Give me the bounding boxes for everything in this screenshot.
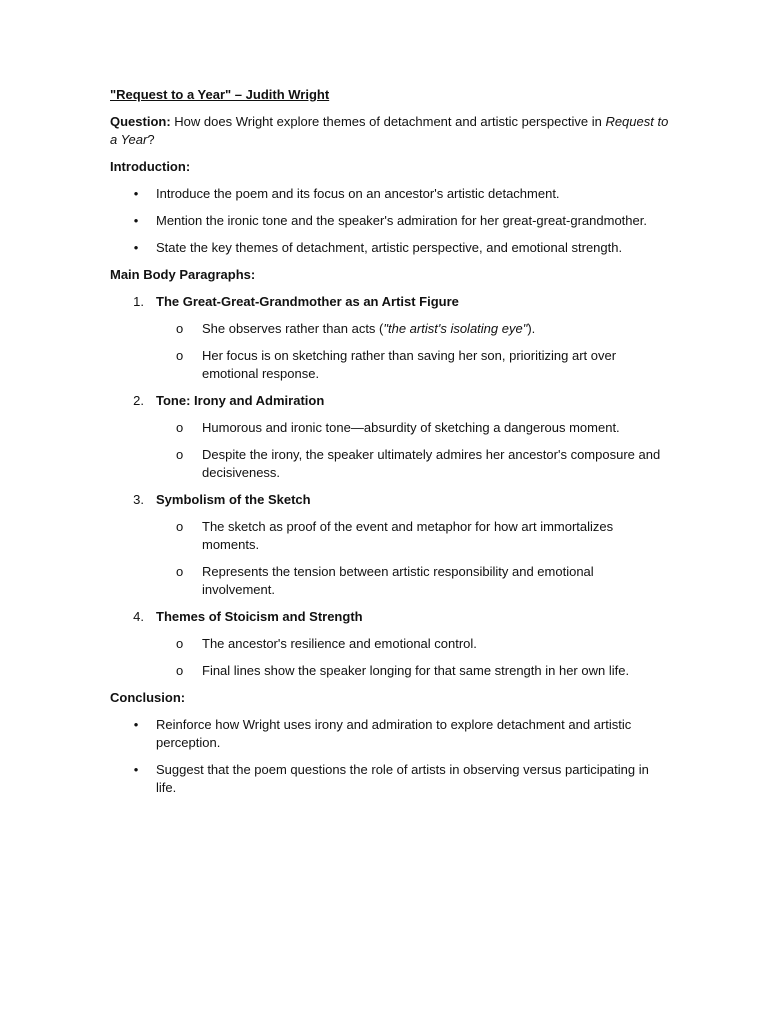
section-title: Tone: Irony and Admiration xyxy=(156,393,325,408)
list-item-text: Mention the ironic tone and the speaker's admiration for her great-great-grandmother. xyxy=(156,213,647,228)
point-text: The sketch as proof of the event and metaphor for how art immortalizes moments. xyxy=(202,519,614,552)
point-quote: "the artist's isolating eye" xyxy=(383,321,528,336)
sub-list-item xyxy=(156,419,670,437)
main-body-list xyxy=(110,293,670,680)
sub-list-item xyxy=(156,518,670,554)
document-body xyxy=(110,86,670,806)
introduction-list xyxy=(110,185,670,257)
point-text: Represents the tension between artistic responsibility and emotional involvement. xyxy=(202,564,594,597)
section-points xyxy=(156,518,670,599)
section-points xyxy=(156,320,670,383)
question-text: How does Wright explore themes of detachment and artistic perspective in xyxy=(170,114,606,129)
question-end: ? xyxy=(147,132,155,147)
section-item xyxy=(110,392,670,482)
bullet-marker: • xyxy=(133,240,139,255)
introduction-heading: Introduction: xyxy=(110,159,191,174)
question-poem-title: Request to a Year xyxy=(110,114,669,147)
sub-list-item xyxy=(156,347,670,383)
point-text: The ancestor's resilience and emotional control. xyxy=(202,636,477,651)
point-text-end: ). xyxy=(527,321,536,336)
sub-list-item xyxy=(156,662,670,680)
section-number: 1. xyxy=(133,294,144,309)
question-paragraph xyxy=(110,113,670,149)
document-title: "Request to a Year" – Judith Wright xyxy=(110,87,330,102)
section-item xyxy=(110,293,670,383)
sub-list-item xyxy=(156,446,670,482)
point-text: Final lines show the speaker longing for that same strength in her own life. xyxy=(202,663,630,678)
list-item xyxy=(110,239,670,257)
bullet-marker: • xyxy=(133,717,139,732)
point-text: Humorous and ironic tone—absurdity of sketching a dangerous moment. xyxy=(202,420,620,435)
list-item xyxy=(110,212,670,230)
list-item-text: Suggest that the poem questions the role of artists in observing versus participating in life. xyxy=(156,762,649,795)
section-item xyxy=(110,491,670,599)
section-number: 3. xyxy=(133,492,144,507)
point-text: Despite the irony, the speaker ultimately admires her ancestor's composure and decisiveness. xyxy=(202,447,661,480)
point-text: She observes rather than acts ( xyxy=(202,321,384,336)
question-label: Question: xyxy=(110,114,171,129)
section-title: Themes of Stoicism and Strength xyxy=(156,609,363,624)
list-item-text: Reinforce how Wright uses irony and admiration to explore detachment and artistic perception. xyxy=(156,717,632,750)
bullet-marker: • xyxy=(133,186,139,201)
sub-list-item xyxy=(156,635,670,653)
sub-bullet-marker: o xyxy=(176,321,184,336)
section-title: The Great-Great-Grandmother as an Artist Figure xyxy=(156,294,459,309)
conclusion-list xyxy=(110,716,670,797)
list-item-text: State the key themes of detachment, artistic perspective, and emotional strength. xyxy=(156,240,623,255)
bullet-marker: • xyxy=(133,762,139,777)
sub-bullet-marker: o xyxy=(176,447,184,462)
point-text: Her focus is on sketching rather than saving her son, prioritizing art over emotional response. xyxy=(202,348,617,381)
section-item xyxy=(110,608,670,680)
sub-list-item xyxy=(156,320,670,338)
conclusion-heading: Conclusion: xyxy=(110,690,186,705)
section-points xyxy=(156,635,670,680)
section-number: 2. xyxy=(133,393,144,408)
list-item xyxy=(110,761,670,797)
section-title: Symbolism of the Sketch xyxy=(156,492,311,507)
list-item-text: Introduce the poem and its focus on an ancestor's artistic detachment. xyxy=(156,186,560,201)
sub-bullet-marker: o xyxy=(176,636,184,651)
sub-bullet-marker: o xyxy=(176,420,184,435)
list-item xyxy=(110,185,670,203)
list-item xyxy=(110,716,670,752)
section-number: 4. xyxy=(133,609,144,624)
sub-bullet-marker: o xyxy=(176,663,184,678)
sub-bullet-marker: o xyxy=(176,564,184,579)
sub-list-item xyxy=(156,563,670,599)
sub-bullet-marker: o xyxy=(176,519,184,534)
main-body-heading: Main Body Paragraphs: xyxy=(110,267,256,282)
sub-bullet-marker: o xyxy=(176,348,184,363)
section-points xyxy=(156,419,670,482)
bullet-marker: • xyxy=(133,213,139,228)
